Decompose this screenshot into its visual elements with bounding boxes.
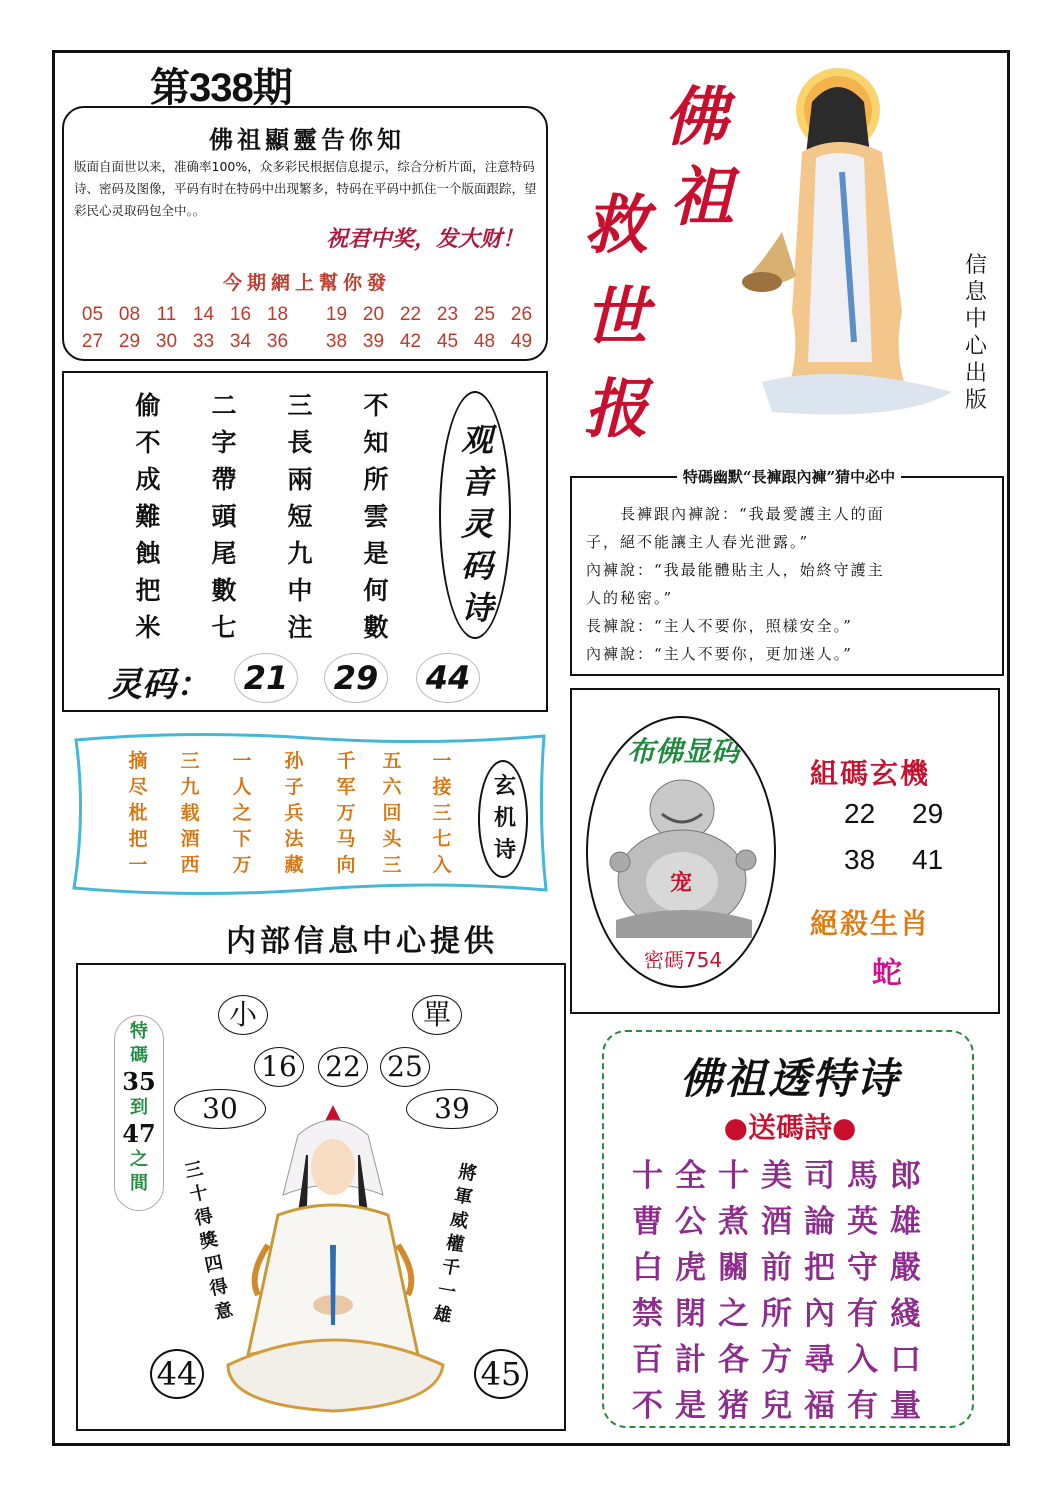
verse-char: 權 [444, 1232, 466, 1257]
joke-line: 子，絕不能讓主人春光泄露。” [586, 533, 810, 551]
numbers-row-1 [74, 304, 540, 326]
guanyin-seated-box [76, 963, 566, 1431]
verse-char: 四 [202, 1252, 225, 1277]
laughing-buddha-illustration [596, 770, 770, 940]
xuanji-char: 三 [432, 802, 452, 824]
title-char: 报 [584, 372, 648, 447]
xuanji-char: 九 [180, 776, 200, 798]
number: 34 [229, 331, 252, 352]
numbers-row-2 [74, 331, 540, 353]
fozu-poem-row: 十全十美司馬郎 [632, 1158, 933, 1194]
xuanji-char: 孙 [284, 750, 304, 772]
label-char: 诗 [493, 837, 516, 863]
poem-char: 是 [363, 539, 389, 568]
number: 38 [325, 331, 348, 352]
kill-zodiac-title: 絕殺生肖 [810, 907, 931, 940]
buddha-arc-label: 布佛显码 [626, 735, 739, 768]
xuanji-column [374, 748, 410, 878]
verse-char: 十 [187, 1181, 210, 1207]
poem-char: 偷 [135, 391, 161, 420]
xuanji-char: 兵 [284, 802, 304, 824]
label-char: 玄 [493, 773, 516, 799]
number: 42 [399, 331, 422, 352]
poem-char: 注 [287, 613, 313, 642]
poem-char: 不 [363, 391, 389, 420]
number: 33 [192, 331, 215, 352]
xuanji-char: 马 [336, 828, 356, 850]
xuanji-char: 千 [336, 750, 356, 772]
verse-char: 意 [212, 1299, 235, 1324]
xuanji-char: 下 [232, 828, 252, 850]
label-char: 机 [493, 805, 516, 831]
poem-char: 數 [211, 576, 237, 605]
poem-char: 不 [135, 428, 161, 457]
combo-number: 41 [912, 844, 944, 875]
number: 36 [266, 331, 289, 352]
xuanji-char: 回 [382, 802, 402, 824]
xuanji-char: 法 [284, 828, 304, 850]
joke-box [570, 468, 1004, 676]
xuanji-char: 子 [284, 776, 304, 798]
notice-wish: 祝君中奖，发大财！ [325, 226, 524, 252]
poem-char: 頭 [211, 502, 237, 531]
combo-title: 組碼玄機 [810, 757, 931, 790]
fozu-poem-row: 白虎關前把守嚴 [632, 1250, 933, 1286]
xuanji-char: 五 [382, 750, 402, 772]
tema-char: 碼 [130, 1045, 148, 1066]
poem-char: 知 [363, 428, 389, 457]
xuanji-char: 人 [232, 776, 252, 798]
poem-char: 短 [287, 502, 313, 531]
provider-text: 内部信息中心提供 [226, 924, 498, 959]
number-circle-big: 44 [150, 1349, 204, 1399]
number-circle: 25 [380, 1047, 430, 1087]
xuanji-char: 载 [180, 802, 200, 824]
buddha-chest-char: 宠 [670, 870, 693, 896]
xuanji-char: 头 [382, 828, 402, 850]
label-char: 诗 [460, 589, 493, 627]
poem-column [276, 387, 324, 646]
publisher-char: 中 [964, 307, 987, 332]
poem-char: 米 [135, 613, 161, 642]
xuanji-column [120, 748, 156, 878]
publisher-vertical [962, 252, 990, 414]
xuanji-char: 酒 [180, 828, 200, 850]
poem-char: 帶 [211, 465, 237, 494]
number: 25 [473, 304, 496, 325]
tema-char: 之 [130, 1149, 148, 1170]
tema-char: 間 [130, 1173, 148, 1194]
xuanji-char: 向 [336, 854, 356, 876]
xuanji-char: 一 [128, 854, 148, 876]
xuanji-label [480, 770, 530, 866]
fozu-poem-row: 不是猪兒福有量 [632, 1388, 933, 1424]
number: 45 [436, 331, 459, 352]
number: 23 [436, 304, 459, 325]
poem-char: 長 [287, 428, 313, 457]
kill-zodiac: 蛇 [872, 956, 902, 991]
number: 08 [118, 304, 141, 325]
poem-char: 把 [135, 576, 161, 605]
poem-column [352, 387, 400, 646]
verse-char: 千 [440, 1255, 462, 1280]
joke-line: 內褲說：“主人不要你，更加迷人。” [586, 645, 853, 663]
number: 19 [325, 304, 348, 325]
fozu-poem-row: 禁閉之所內有綫 [632, 1296, 933, 1332]
guanyin-standing-illustration [742, 62, 962, 422]
poem-char: 數 [363, 613, 389, 642]
label-char: 观 [460, 421, 493, 459]
xuanji-char: 万 [336, 802, 356, 824]
title-char: 祖 [670, 160, 734, 235]
joke-line: 內褲說：“我最能體貼主人，始終守護主 [586, 561, 885, 579]
poem-char: 成 [135, 465, 161, 494]
buddha-oval [586, 716, 776, 988]
xuanji-char: 一 [232, 750, 252, 772]
xuanji-column [172, 748, 208, 878]
tema-char: 到 [130, 1097, 148, 1118]
xuanji-char: 七 [432, 828, 452, 850]
number-oval-left: 30 [174, 1089, 266, 1129]
buddha-box [570, 688, 1000, 1014]
xuanji-label-oval [478, 760, 528, 878]
notice-body: 版面自面世以来，准确率100%，众多彩民根据信息提示，综合分析片面，注意特码诗、密码及图像，平码有时在特码中出现繁多，特码在平码中抓住一个版面跟踪，望彩民心灵取码包全中。。 [74, 159, 537, 218]
number: 49 [510, 331, 533, 352]
poem-label [441, 419, 513, 629]
poem-char: 尾 [211, 539, 237, 568]
poem-char: 九 [287, 539, 313, 568]
combo-number: 29 [912, 798, 944, 829]
number: 18 [266, 304, 289, 325]
xuanji-char: 一 [432, 750, 452, 772]
fozu-poem-row: 曹公煮酒論英雄 [632, 1204, 933, 1240]
publisher-char: 心 [964, 334, 987, 359]
xuanji-char: 摘 [128, 750, 148, 772]
number: 20 [362, 304, 385, 325]
joke-heading [572, 466, 1006, 487]
verse-char: 威 [448, 1208, 470, 1233]
title-char: 救 [584, 188, 648, 263]
guanyin-seated-illustration [208, 1095, 458, 1417]
poem-char: 二 [211, 391, 237, 420]
verse-char: 得 [192, 1205, 215, 1230]
xuanji-char: 把 [128, 828, 148, 850]
number: 39 [362, 331, 385, 352]
ling-number: 44 [416, 653, 480, 703]
joke-heading-text: 特碼幽默“長褲跟內褲”猜中必中 [677, 468, 901, 486]
number: 22 [399, 304, 422, 325]
xuanji-char: 三 [382, 854, 402, 876]
verse-char: 獎 [197, 1228, 220, 1254]
issue-number: 第338期 [150, 66, 292, 110]
tema-range-pill [114, 1015, 164, 1211]
poem-char: 雲 [363, 502, 389, 531]
secret-code: 密碼754 [643, 948, 723, 972]
number: 05 [81, 304, 104, 325]
ling-code-label: 灵码： [108, 665, 210, 705]
combo-number: 22 [844, 798, 876, 829]
verse-char: 軍 [452, 1184, 475, 1209]
fozu-poem-box [602, 1030, 974, 1428]
poem-char: 兩 [287, 465, 313, 494]
poem-char: 何 [363, 576, 389, 605]
number-circle: 22 [318, 1047, 368, 1087]
xuanji-char: 尽 [128, 776, 148, 798]
fozu-poem-row: 百計各方尋入口 [632, 1342, 933, 1378]
publisher-char: 出 [964, 361, 987, 386]
label-char: 码 [460, 547, 493, 585]
notice-box [62, 106, 548, 361]
small-badge: 小 [218, 995, 268, 1035]
xuanji-char: 六 [382, 776, 402, 798]
xuanji-banner [68, 730, 550, 898]
number: 48 [473, 331, 496, 352]
fozu-poem-title: 佛祖透特诗 [679, 1054, 900, 1103]
xuanji-char: 枇 [128, 802, 148, 824]
joke-line: 長褲說：“主人不要你，照樣安全。” [586, 617, 853, 635]
publisher-char: 信 [964, 253, 987, 278]
poem-char: 所 [363, 465, 389, 494]
number-circle-big: 45 [474, 1349, 528, 1399]
verse-char: 一 [436, 1279, 458, 1304]
poem-column [200, 387, 248, 646]
title-jiushibao [584, 180, 648, 456]
verse-char: 將 [456, 1161, 479, 1186]
verse-char: 得 [207, 1275, 230, 1301]
tema-number: 35 [122, 1067, 156, 1096]
fozu-poem-subtitle: ●送碼詩● [723, 1111, 857, 1144]
number-oval-right: 39 [406, 1089, 498, 1129]
number: 16 [229, 304, 252, 325]
number: 29 [118, 331, 141, 352]
ling-number: 29 [324, 653, 388, 703]
ling-number: 21 [234, 653, 298, 703]
label-char: 灵 [460, 505, 493, 543]
verse-char: 雄 [431, 1303, 454, 1327]
number: 11 [156, 304, 177, 325]
xuanji-column [276, 748, 312, 878]
xuanji-column [424, 748, 460, 878]
xuanji-column [224, 748, 260, 878]
number: 27 [81, 331, 104, 352]
xuanji-char: 藏 [284, 854, 304, 876]
joke-body [586, 500, 994, 668]
poem-label-oval [439, 391, 511, 639]
single-badge: 單 [412, 995, 462, 1035]
xuanji-char: 万 [232, 854, 252, 876]
title-char: 佛 [664, 80, 728, 155]
number: 14 [192, 304, 215, 325]
xuanji-char: 西 [180, 854, 200, 876]
poem-char: 七 [211, 613, 237, 642]
poem-column [124, 387, 172, 646]
poem-char: 字 [211, 428, 237, 457]
notice-title: 佛祖顯靈告你知 [209, 125, 405, 154]
combo-number: 38 [844, 844, 876, 875]
poem-char: 難 [135, 502, 161, 531]
label-char: 音 [460, 463, 493, 501]
guanyin-poem-box [62, 371, 548, 712]
title-char: 世 [584, 280, 648, 355]
publisher-char: 息 [964, 280, 987, 305]
notice-subtitle: 今期網上幫你發 [222, 272, 391, 294]
xuanji-char: 三 [180, 750, 200, 772]
tema-char: 特 [130, 1021, 148, 1042]
tema-number: 47 [122, 1119, 156, 1148]
poem-char: 三 [287, 391, 313, 420]
xuanji-char: 军 [336, 776, 356, 798]
joke-line: 長褲跟內褲說：“我最愛護主人的面 [586, 505, 885, 523]
xuanji-column [328, 748, 364, 878]
verse-char: 三 [182, 1158, 205, 1183]
poem-char: 中 [287, 576, 313, 605]
xuanji-char: 入 [432, 854, 452, 876]
title-fozu [664, 78, 734, 238]
poem-char: 蝕 [135, 539, 161, 568]
number: 26 [510, 304, 533, 325]
joke-line: 人的秘密。” [586, 589, 674, 607]
number: 30 [155, 331, 178, 352]
xuanji-char: 接 [432, 776, 452, 798]
xuanji-char: 之 [232, 802, 252, 824]
number-circle: 16 [254, 1047, 304, 1087]
publisher-char: 版 [964, 388, 987, 413]
